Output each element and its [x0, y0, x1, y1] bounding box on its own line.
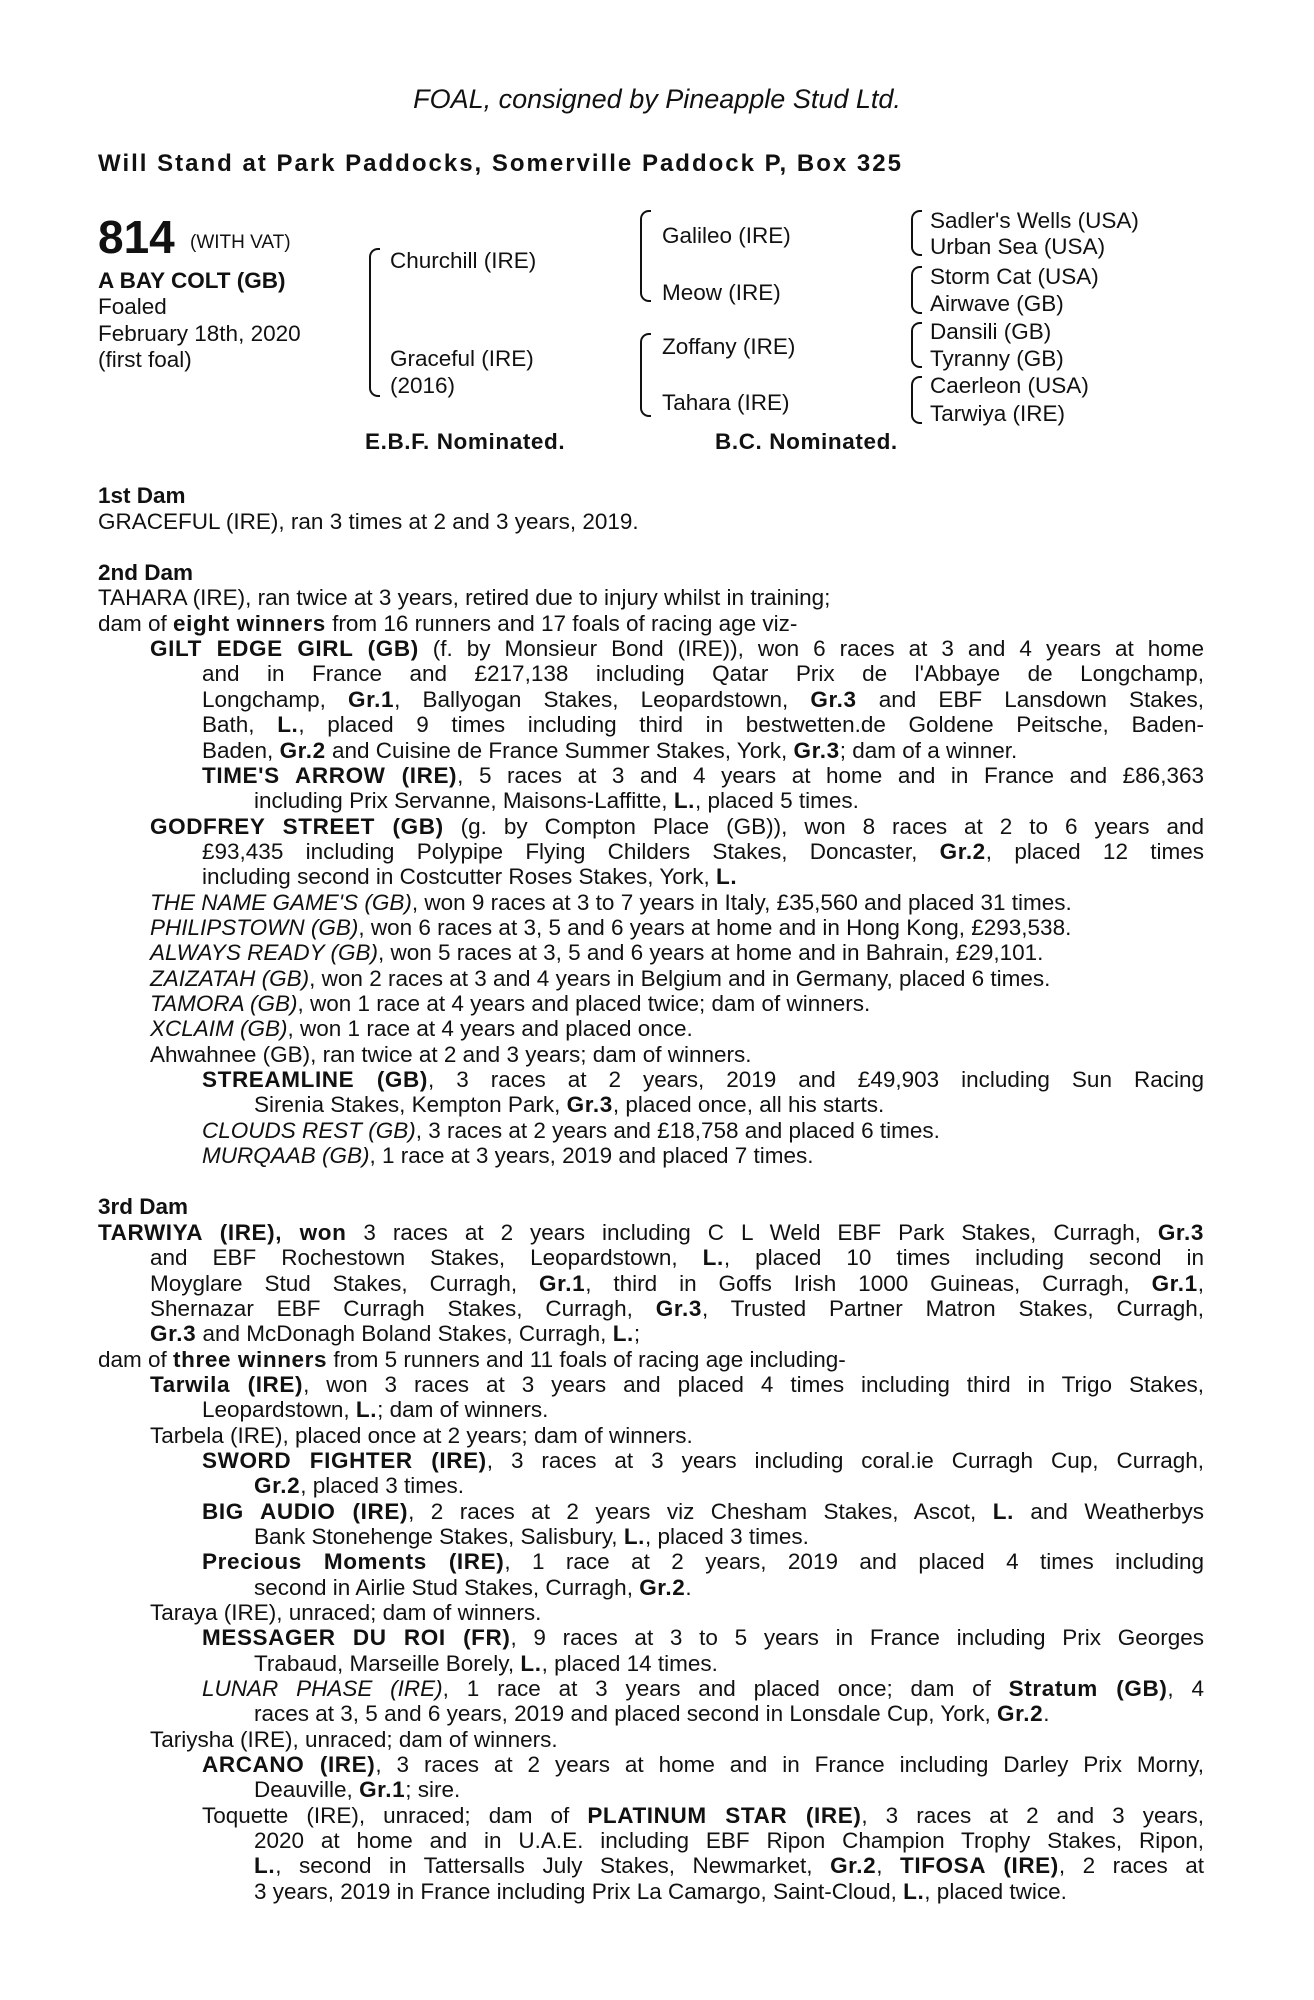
third-dam-record-line: Moyglare Stud Stakes, Curragh, Gr.1, third in Goffs Irish 1000 Guineas, Curragh, Gr.1,	[150, 1271, 1205, 1296]
pedigree-brace	[911, 266, 922, 290]
produce-record-line: including Prix Servanne, Maisons-Laffitte, L., placed 5 times.	[254, 788, 859, 813]
produce-record-precious-moments: Precious Moments (IRE), 1 race at 2 years, 2019 and placed 4 times including	[202, 1549, 1204, 1574]
produce-record-taraya: Taraya (IRE), unraced; dam of winners.	[150, 1600, 542, 1625]
first-dam-heading: 1st Dam	[98, 483, 186, 508]
pedigree-brace	[911, 322, 922, 346]
produce-record-line: second in Airlie Stud Stakes, Curragh, Gr.2.	[254, 1575, 692, 1600]
foaled-label: Foaled	[98, 294, 167, 319]
third-dam-produce-summary: dam of three winners from 5 runners and 11 foals of racing age including-	[98, 1347, 846, 1372]
dam-name: Graceful (IRE)	[390, 346, 534, 371]
lot-number: 814	[98, 211, 175, 263]
pedigree-brace	[911, 210, 922, 234]
produce-record-toquette: Toquette (IRE), unraced; dam of PLATINUM STAR (IRE), 3 races at 2 and 3 years,	[202, 1803, 1204, 1828]
pedigree-brace	[911, 398, 922, 424]
second-dam-heading: 2nd Dam	[98, 560, 194, 585]
pedigree-gen3: Dansili (GB)	[930, 319, 1052, 344]
produce-record-godfrey-street: GODFREY STREET (GB) (g. by Compton Place (GB)), won 8 races at 2 to 6 years and	[150, 814, 1205, 839]
produce-record-line: Bank Stonehenge Stakes, Salisbury, L., placed 3 times.	[254, 1524, 809, 1549]
second-dam-produce-summary: dam of eight winners from 16 runners and 17 foals of racing age viz-	[98, 611, 798, 636]
pedigree-gen2: Meow (IRE)	[662, 280, 781, 305]
produce-record-line: Trabaud, Marseille Borely, L., placed 14 times.	[254, 1651, 718, 1676]
produce-record-tarbela: Tarbela (IRE), placed once at 2 years; dam of winners.	[150, 1423, 693, 1448]
produce-record-line: Longchamp, Gr.1, Ballyogan Stakes, Leopardstown, Gr.3 and EBF Lansdown Stakes,	[202, 687, 1205, 712]
pedigree-brace	[369, 248, 380, 330]
produce-record-tariysha: Tariysha (IRE), unraced; dam of winners.	[150, 1727, 558, 1752]
third-dam-record-line: Gr.3 and McDonagh Boland Stakes, Curragh, L.;	[150, 1321, 641, 1346]
produce-record-big-audio: BIG AUDIO (IRE), 2 races at 2 years viz Chesham Stakes, Ascot, L. and Weatherbys	[202, 1499, 1204, 1524]
pedigree-brace	[640, 383, 651, 417]
sire-name: Churchill (IRE)	[390, 248, 537, 273]
third-dam-record: TARWIYA (IRE), won 3 races at 2 years including C L Weld EBF Park Stakes, Curragh, Gr.3	[98, 1220, 1205, 1245]
produce-record-tarwila: Tarwila (IRE), won 3 races at 3 years and placed 4 times including third in Trigo Stakes,	[150, 1372, 1205, 1397]
bc-nomination: B.C. Nominated.	[715, 429, 898, 454]
produce-record-line: including second in Costcutter Roses Stakes, York, L.	[202, 864, 738, 889]
pedigree-brace	[640, 210, 651, 262]
stand-location: Will Stand at Park Paddocks, Somerville Paddock P, Box 325	[98, 150, 903, 177]
produce-record: ZAIZATAH (GB), won 2 races at 3 and 4 years in Belgium and in Germany, placed 6 times.	[150, 966, 1051, 991]
produce-record-line: Baden, Gr.2 and Cuisine de France Summer Stakes, York, Gr.3; dam of a winner.	[202, 738, 1018, 763]
foaled-date: February 18th, 2020	[98, 321, 301, 346]
pedigree-brace	[640, 260, 651, 302]
pedigree-gen3: Storm Cat (USA)	[930, 264, 1099, 289]
produce-record: THE NAME GAME'S (GB), won 9 races at 3 to 7 years in Italy, £35,560 and placed 31 times.	[150, 890, 1072, 915]
produce-record: TAMORA (GB), won 1 race at 4 years and placed twice; dam of winners.	[150, 991, 871, 1016]
produce-record: XCLAIM (GB), won 1 race at 4 years and placed once.	[150, 1016, 693, 1041]
pedigree-gen2: Tahara (IRE)	[662, 390, 790, 415]
produce-record-line: £93,435 including Polypipe Flying Childers Stakes, Doncaster, Gr.2, placed 12 times	[202, 839, 1204, 864]
produce-record-line: Sirenia Stakes, Kempton Park, Gr.3, placed once, all his starts.	[254, 1092, 885, 1117]
produce-record-line: 3 years, 2019 in France including Prix La Camargo, Saint-Cloud, L., placed twice.	[254, 1879, 1067, 1904]
first-foal-note: (first foal)	[98, 347, 192, 372]
third-dam-record-line: Shernazar EBF Curragh Stakes, Curragh, Gr.3, Trusted Partner Matron Stakes, Curragh,	[150, 1296, 1204, 1321]
produce-record: ALWAYS READY (GB), won 5 races at 3, 5 and 6 years at home and in Bahrain, £29,101.	[150, 940, 1044, 965]
produce-record-line: Leopardstown, L.; dam of winners.	[202, 1397, 549, 1422]
produce-record-ahwahnee: Ahwahnee (GB), ran twice at 2 and 3 years; dam of winners.	[150, 1042, 752, 1067]
pedigree-brace	[911, 344, 922, 368]
pedigree-gen3: Tarwiya (IRE)	[930, 401, 1066, 426]
produce-record-murqaab: MURQAAB (GB), 1 race at 3 years, 2019 and placed 7 times.	[202, 1143, 814, 1168]
vat-note: (WITH VAT)	[190, 232, 291, 253]
lot-title: A BAY COLT (GB)	[98, 268, 286, 293]
produce-record-line: Deauville, Gr.1; sire.	[254, 1777, 461, 1802]
produce-record-line: Gr.2, placed 3 times.	[254, 1473, 465, 1498]
produce-record-messager-du-roi: MESSAGER DU ROI (FR), 9 races at 3 to 5 years in France including Prix Georges	[202, 1625, 1204, 1650]
pedigree-gen3: Airwave (GB)	[930, 291, 1064, 316]
pedigree-brace	[911, 232, 922, 256]
produce-record-lunar-phase: LUNAR PHASE (IRE), 1 race at 3 years and placed once; dam of Stratum (GB), 4	[202, 1676, 1204, 1701]
pedigree-brace	[369, 328, 380, 397]
pedigree-brace	[911, 288, 922, 314]
ebf-nomination: E.B.F. Nominated.	[365, 429, 566, 454]
produce-record-arcano: ARCANO (IRE), 3 races at 2 years at home and in France including Darley Prix Morny,	[202, 1752, 1204, 1777]
consignment-line: FOAL, consigned by Pineapple Stud Ltd.	[413, 84, 901, 114]
pedigree-gen3: Sadler's Wells (USA)	[930, 208, 1139, 233]
produce-record-gilt-edge-girl: GILT EDGE GIRL (GB) (f. by Monsieur Bond (IRE)), won 6 races at 3 and 4 years at home	[150, 636, 1204, 661]
produce-record-line: Bath, L., placed 9 times including third in bestwetten.de Goldene Peitsche, Baden-	[202, 712, 1204, 737]
pedigree-gen3: Urban Sea (USA)	[930, 234, 1106, 259]
first-dam-text: GRACEFUL (IRE), ran 3 times at 2 and 3 years, 2019.	[98, 509, 639, 534]
pedigree-gen3: Tyranny (GB)	[930, 346, 1064, 371]
produce-record-line: and in France and £217,138 including Qatar Prix de l'Abbaye de Longchamp,	[202, 661, 1204, 686]
pedigree-gen2: Galileo (IRE)	[662, 223, 791, 248]
produce-record: PHILIPSTOWN (GB), won 6 races at 3, 5 and 6 years at home and in Hong Kong, £293,538.	[150, 915, 1072, 940]
produce-record-clouds-rest: CLOUDS REST (GB), 3 races at 2 years and £18,758 and placed 6 times.	[202, 1118, 940, 1143]
produce-record-line: L., second in Tattersalls July Stakes, Newmarket, Gr.2, TIFOSA (IRE), 2 races at	[254, 1853, 1204, 1878]
third-dam-record-line: and EBF Rochestown Stakes, Leopardstown, L., placed 10 times including second in	[150, 1245, 1204, 1270]
produce-record-line: races at 3, 5 and 6 years, 2019 and placed second in Lonsdale Cup, York, Gr.2.	[254, 1701, 1050, 1726]
pedigree-gen3: Caerleon (USA)	[930, 373, 1089, 398]
produce-record-line: 2020 at home and in U.A.E. including EBF Ripon Champion Trophy Stakes, Ripon,	[254, 1828, 1204, 1853]
second-dam-intro: TAHARA (IRE), ran twice at 3 years, retired due to injury whilst in training;	[98, 585, 831, 610]
third-dam-heading: 3rd Dam	[98, 1194, 189, 1219]
produce-record-sword-fighter: SWORD FIGHTER (IRE), 3 races at 3 years including coral.ie Curragh Cup, Curragh,	[202, 1448, 1205, 1473]
pedigree-gen2: Zoffany (IRE)	[662, 334, 796, 359]
pedigree-brace	[640, 333, 651, 385]
dam-year: (2016)	[390, 373, 456, 398]
pedigree-brace	[911, 376, 922, 400]
produce-record-times-arrow: TIME'S ARROW (IRE), 5 races at 3 and 4 years at home and in France and £86,363	[202, 763, 1204, 788]
produce-record-streamline: STREAMLINE (GB), 3 races at 2 years, 2019 and £49,903 including Sun Racing	[202, 1067, 1204, 1092]
